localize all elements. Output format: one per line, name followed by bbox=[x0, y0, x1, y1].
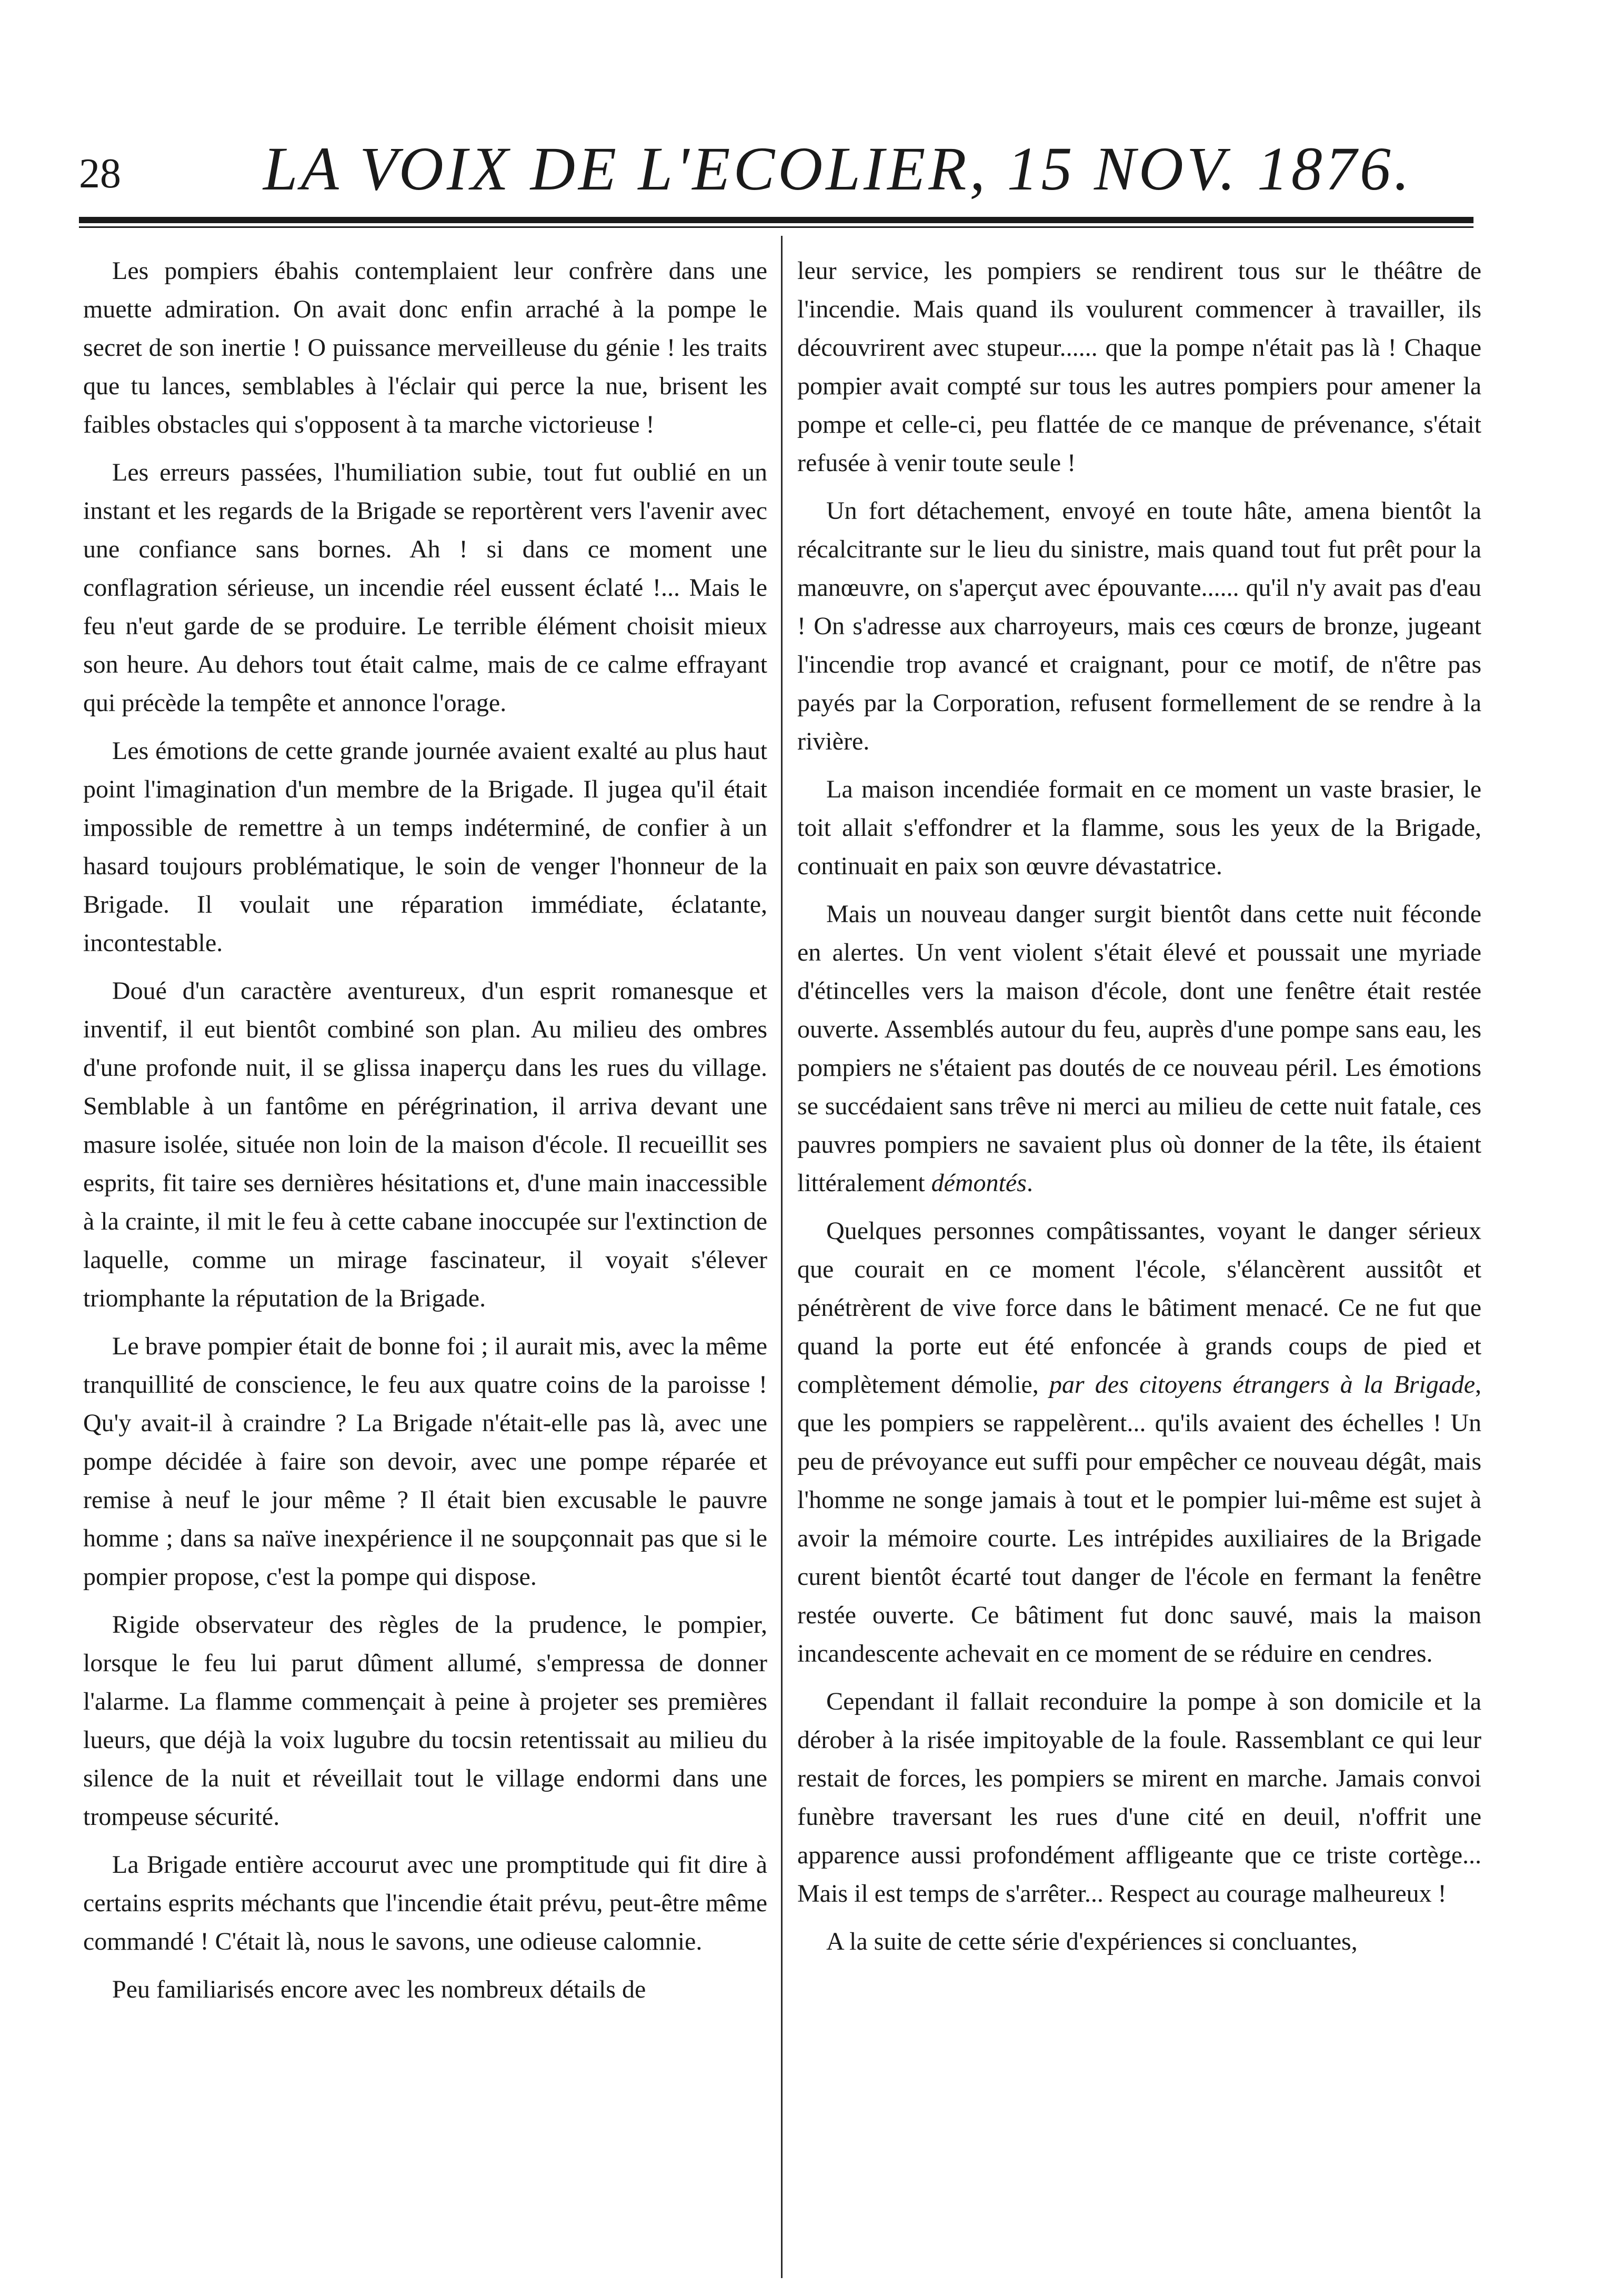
paragraph: Doué d'un caractère aventureux, d'un esprit romanesque et inventif, il eut bientôt combiné son plan. Au milieu des ombres d'une profonde nuit, il se glissa inaperçu dans les rues du village. Semblable à un fantôme en pérégrination, il arriva devant une masure isolée, située non loin de la maison d'école. Il recueillit ses esprits, fit taire ses dernières hésitations et, d'une main inaccessible à la crainte, il mit le feu à cette cabane inoccupée sur l'extinction de laquelle, comme un mirage fascinateur, il voyait s'élever triomphante la réputation de la Brigade. bbox=[83, 977, 767, 1312]
paragraph: Le brave pompier était de bonne foi ; il aurait mis, avec la même tranquillité de conscience, le feu aux quatre coins de la paroisse ! Qu'y avait-il à craindre ? La Brigade n'était-elle pas là, avec une pompe décidée à faire son devoir, avec une pompe réparée et remise à neuf le jour même ? Il était bien excusable le pauvre homme ; dans sa naïve inexpérience il ne soupçonnait pas que si le pompier propose, c'est la pompe qui dispose. bbox=[83, 1332, 767, 1591]
emphasis-text: démontés bbox=[931, 1169, 1027, 1197]
paragraph-text: Quelques personnes compâtissantes, voyant le danger sérieux que courait en ce moment l'école, s'élancèrent aussitôt et pénétrèrent de vive force dans le bâtiment menacé. Ce ne fut que quand la porte eut été enfoncée à grands coups de pied et complètement démolie, bbox=[797, 1217, 1481, 1399]
header-rule-thick bbox=[79, 217, 1473, 223]
paragraph: Les erreurs passées, l'humiliation subie, tout fut oublié en un instant et les regards de la Brigade se reportèrent vers l'avenir avec une confiance sans bornes. Ah ! si dans ce moment une conflagration sérieuse, un incendie réel eussent éclaté !... Mais le feu n'eut garde de se produire. Le terrible élément choisit mieux son heure. Au dehors tout était calme, mais de ce calme effrayant qui précède la tempête et annonce l'orage. bbox=[83, 458, 767, 717]
masthead-title: LA VOIX DE L'ECOLIER, 15 NOV. 1876. bbox=[263, 134, 1413, 203]
emphasis-text: par des citoyens étrangers à la Brigade bbox=[1049, 1371, 1476, 1399]
paragraph bbox=[797, 895, 1481, 1202]
page-number: 28 bbox=[79, 151, 121, 197]
paragraph-text: Mais un nouveau danger surgit bientôt dans cette nuit féconde en alertes. Un vent violent s'était élevé et poussait une myriade d'étincelles vers la maison d'école, dont une fenêtre était restée ouverte. Assemblés autour du feu, auprès d'une pompe sans eau, les pompiers ne s'étaient pas doutés de ce nouveau péril. Les émotions se succédaient sans trêve ni merci au milieu de cette nuit fatale, ces pauvres pompiers ne savaient plus où donner de la tête, ils étaient littéralement bbox=[797, 900, 1481, 1197]
left-column bbox=[83, 252, 767, 2018]
column-divider bbox=[781, 236, 783, 2278]
paragraph bbox=[797, 1212, 1481, 1673]
paragraph-text: . bbox=[1026, 1169, 1033, 1197]
paragraph: La Brigade entière accourut avec une promptitude qui fit dire à certains esprits méchants que l'incendie était prévu, peut-être même commandé ! C'était là, nous le savons, une odieuse calomnie. bbox=[83, 1851, 767, 1955]
paragraph: Peu familiarisés encore avec les nombreux détails de bbox=[112, 1975, 646, 2003]
paragraph: Les émotions de cette grande journée avaient exalté au plus haut point l'imagination d'un membre de la Brigade. Il jugea qu'il était impossible de remettre à un temps indéterminé, de confier à un hasard toujours problématique, le soin de venger l'honneur de la Brigade. Il voulait une réparation immédiate, éclatante, incontestable. bbox=[83, 737, 767, 957]
paragraph: Un fort détachement, envoyé en toute hâte, amena bientôt la récalcitrante sur le lieu du sinistre, mais quand tout fut prêt pour la manœuvre, on s'aperçut avec épouvante...... qu'il n'y avait pas d'eau ! On s'adresse aux charroyeurs, mais ces cœurs de bronze, jugeant l'incendie trop avancé et craignant, pour ce motif, de n'être pas payés par la Corporation, refusent formellement de se rendre à la rivière. bbox=[797, 497, 1481, 755]
paragraph: Cependant il fallait reconduire la pompe à son domicile et la dérober à la risée impitoyable de la foule. Rassemblant ce qui leur restait de forces, les pompiers se mirent en marche. Jamais convoi funèbre traversant les rues d'une cité en deuil, n'offrit une apparence aussi profondément affligeante que ce triste cortège... Mais il est temps de s'arrêter... Respect au courage malheureux ! bbox=[797, 1688, 1481, 1908]
paragraph: La maison incendiée formait en ce moment un vaste brasier, le toit allait s'effondrer et la flamme, sous les yeux de la Brigade, continuait en paix son œuvre dévastatrice. bbox=[797, 775, 1481, 880]
paragraph: Les pompiers ébahis contemplaient leur confrère dans une muette admiration. On avait donc enfin arraché à la pompe le secret de son inertie ! O puissance merveilleuse du génie ! les traits que tu lances, semblables à l'éclair qui perce la nue, brisent les faibles obstacles qui s'opposent à ta marche victorieuse ! bbox=[83, 257, 767, 438]
right-column bbox=[797, 252, 1481, 1970]
paragraph: Rigide observateur des règles de la prudence, le pompier, lorsque le feu lui parut dûment allumé, s'empressa de donner l'alarme. La flamme commençait à peine à projeter ses premières lueurs, que déjà la voix lugubre du tocsin retentissait au milieu du silence de la nuit et réveillait tout le village endormi dans une trompeuse sécurité. bbox=[83, 1611, 767, 1831]
paragraph-continued: leur service, les pompiers se rendirent tous sur le théâtre de l'incendie. Mais quand ils voulurent commencer à travailler, ils découvrirent avec stupeur...... que la pompe n'était pas là ! Chaque pompier avait compté sur tous les autres pompiers pour amener la pompe et celle-ci, peu flattée de ce manque de prévenance, s'était refusée à venir toute seule ! bbox=[797, 257, 1481, 477]
paragraph-text: , que les pompiers se rappelèrent... qu'ils avaient des échelles ! Un peu de prévoyance eut suffi pour empêcher ce nouveau dégât, mais l'homme ne songe jamais à tout et le pompier lui-même est sujet à avoir la mémoire courte. Les intrépides auxiliaires de la Brigade curent bientôt écarté tout danger de l'école en fermant la fenêtre restée ouverte. Ce bâtiment fut donc sauvé, mais la maison incandescente achevait en ce moment de se réduire en cendres. bbox=[797, 1371, 1482, 1668]
header-rule-thin bbox=[79, 226, 1473, 228]
paragraph: A la suite de cette série d'expériences si concluantes, bbox=[826, 1928, 1358, 1955]
